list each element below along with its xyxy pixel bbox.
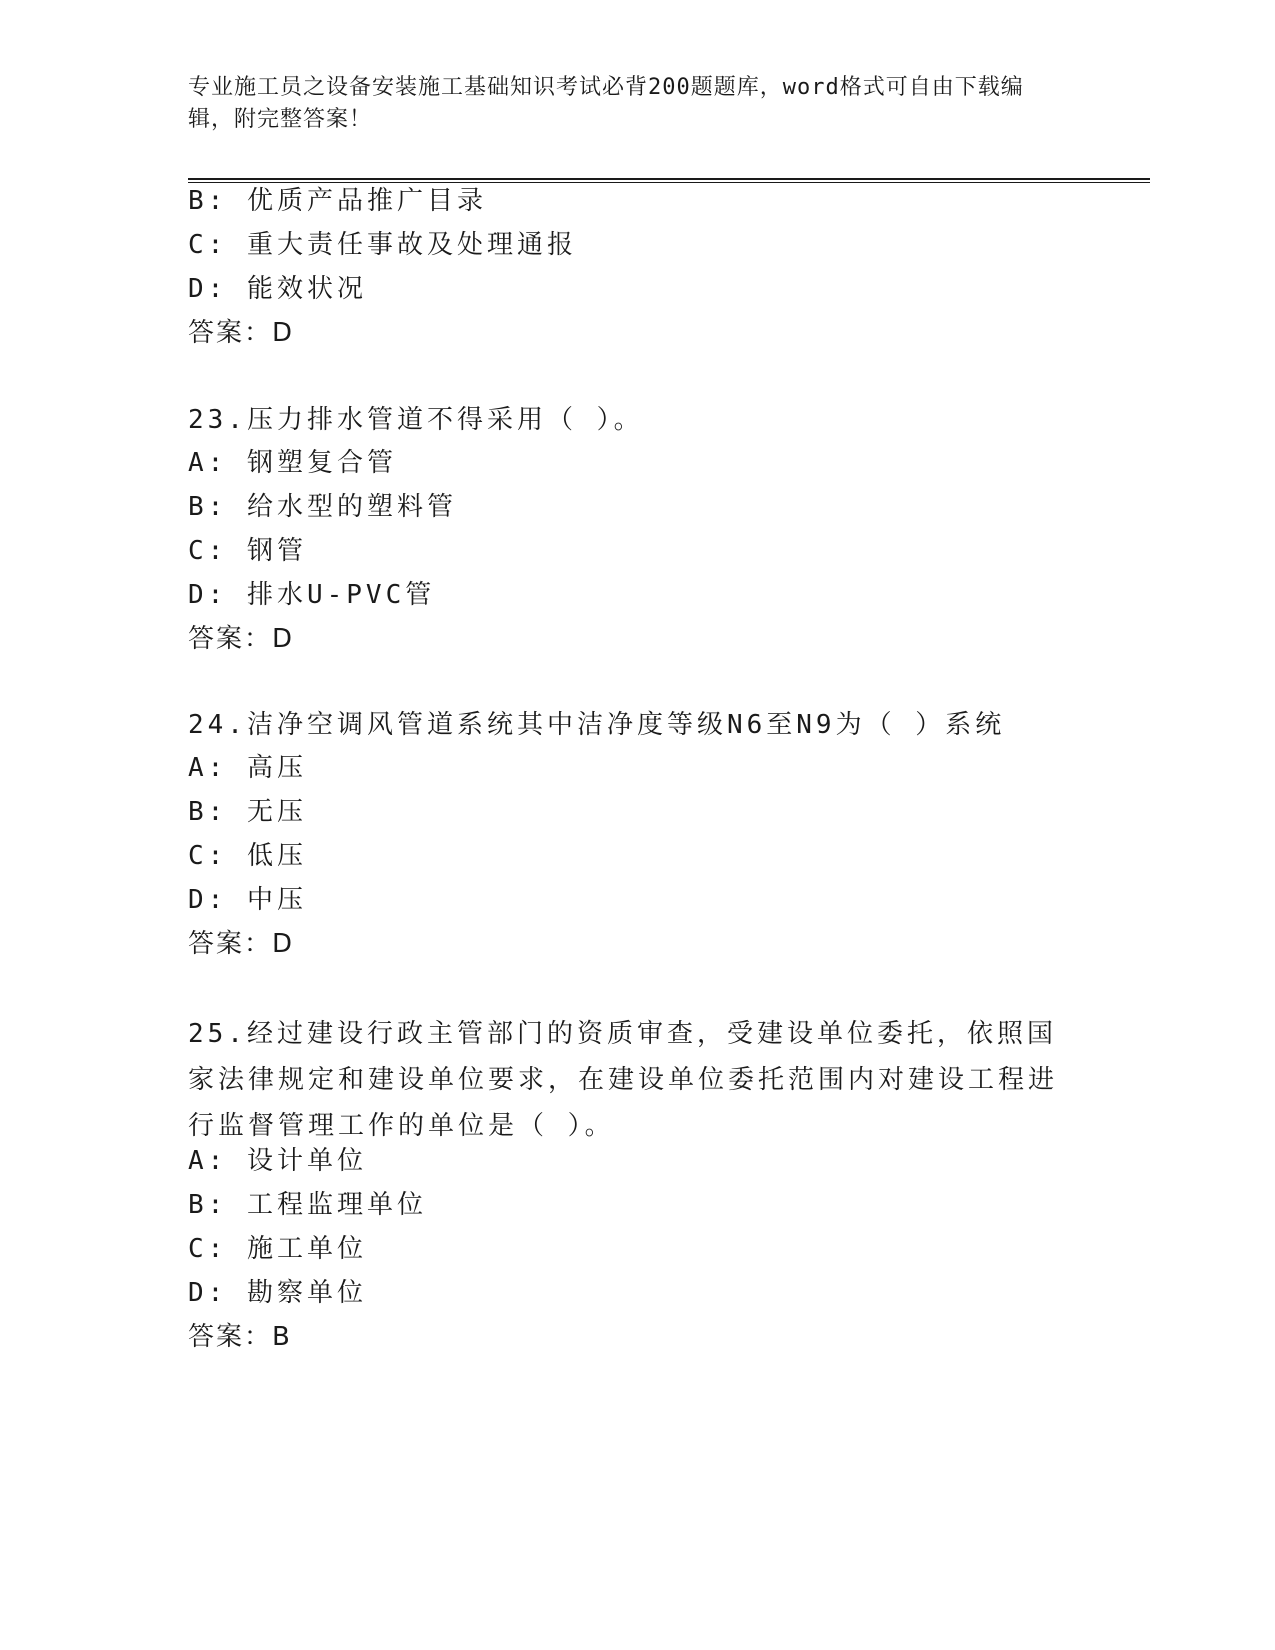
question-text: 25.经过建设行政主管部门的资质审查，受建设单位委托，依照国家法律规定和建设单位要求，在建设单位委托范围内对建设工程进行监督管理工作的单位是（ ）。 — [188, 1019, 1059, 1141]
option-d: D: 中压 — [188, 885, 307, 915]
option-d: D: 能效状况 — [188, 274, 367, 304]
answer: 答案：D — [188, 624, 295, 654]
option-c: C: 重大责任事故及处理通报 — [188, 230, 577, 260]
question-text: 24.洁净空调风管道系统其中洁净度等级N6至N9为（ ）系统 — [188, 710, 1006, 740]
option-d: D: 排水U-PVC管 — [188, 580, 436, 610]
option-b: B: 工程监理单位 — [188, 1190, 427, 1220]
answer: 答案：D — [188, 318, 295, 348]
option-a: A: 设计单位 — [188, 1146, 367, 1176]
question-text: 23.压力排水管道不得采用（ ）。 — [188, 405, 644, 435]
option-a: A: 高压 — [188, 753, 307, 783]
option-b: B: 优质产品推广目录 — [188, 186, 487, 216]
document-header: 专业施工员之设备安装施工基础知识考试必背200题题库，word格式可自由下载编辑，附完整答案！ — [188, 75, 1024, 132]
option-c: C: 钢管 — [188, 536, 307, 566]
option-b: B: 无压 — [188, 797, 307, 827]
header-divider — [188, 178, 1150, 183]
answer: 答案：D — [188, 929, 295, 959]
option-a: A: 钢塑复合管 — [188, 448, 397, 478]
option-d: D: 勘察单位 — [188, 1278, 367, 1308]
answer: 答案：B — [188, 1322, 292, 1352]
option-b: B: 给水型的塑料管 — [188, 492, 457, 522]
option-c: C: 低压 — [188, 841, 307, 871]
option-c: C: 施工单位 — [188, 1234, 367, 1264]
